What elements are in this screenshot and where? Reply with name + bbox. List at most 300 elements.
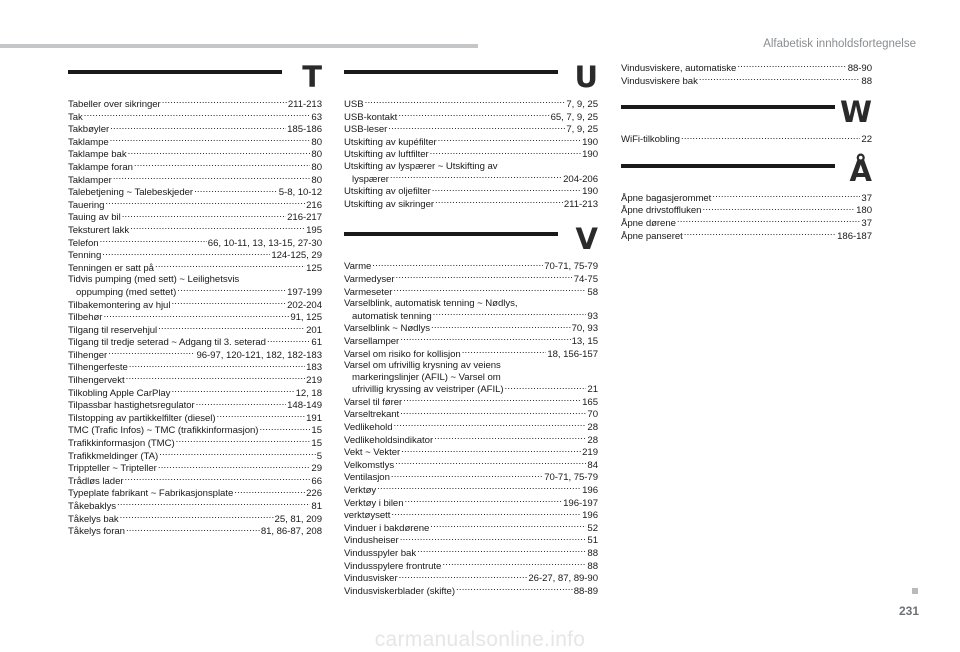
entry-pages: 70-71, 75-79 [544, 261, 598, 273]
dot-leader [170, 299, 286, 308]
entry-pages: 37 [861, 192, 872, 204]
section-letter: T [302, 60, 322, 94]
index-entry [344, 198, 598, 211]
entry-term: Tenning [68, 250, 102, 262]
index-entry [621, 62, 872, 75]
entry-pages: 65, 7, 9, 25 [550, 111, 598, 123]
dot-leader [701, 204, 855, 213]
dot-leader [390, 509, 581, 518]
index-entry [344, 408, 598, 421]
entry-pages: 5 [316, 450, 322, 462]
entry-pages: 80 [311, 174, 322, 186]
index-entry [68, 111, 322, 124]
dot-leader [83, 111, 311, 120]
entry-term: Vindusviskerblader (skifte) [344, 585, 455, 597]
dot-leader [390, 471, 543, 480]
dot-leader [128, 361, 305, 370]
entry-term: Taklampe foran [68, 161, 133, 173]
index-entry [344, 111, 598, 124]
entry-pages: 29 [311, 463, 322, 475]
entry-term: Talebetjening ~ Talebeskjeder [68, 187, 194, 199]
index-entry [344, 360, 598, 396]
index-entry [68, 299, 322, 312]
dot-leader [504, 383, 587, 392]
index-entry [68, 324, 322, 337]
entry-term: Takbøyler [68, 124, 110, 136]
dot-leader [99, 237, 207, 246]
entry-term: Trafikkmeldinger (TA) [68, 450, 159, 462]
entry-term: Trafikkinformasjon (TMC) [68, 438, 175, 450]
dot-leader [395, 273, 573, 282]
entry-term: Åpne bagasjerommet [621, 192, 712, 204]
index-section [344, 62, 598, 210]
section-letter: U [574, 60, 598, 94]
entry-term: Trippteller ~ Tripteller [68, 463, 157, 475]
entry-term: Tilhenger [68, 349, 108, 361]
entry-term: Varmedyser [344, 273, 395, 285]
dot-leader [109, 123, 286, 132]
dot-leader [387, 123, 565, 132]
index-entry [68, 311, 322, 324]
index-entry [68, 148, 322, 161]
index-entry [68, 249, 322, 262]
page-title: Alfabetisk innholdsfortegnelse [763, 38, 916, 50]
index-entries [344, 98, 598, 210]
entry-term: Vedlikehold [344, 422, 393, 434]
dot-leader [112, 174, 311, 183]
entry-pages: 96-97, 120-121, 182, 182-183 [196, 349, 322, 361]
dot-leader [195, 399, 286, 408]
dot-leader [233, 487, 305, 496]
dot-leader [416, 547, 586, 556]
entry-pages: 196 [582, 485, 598, 497]
entry-pages: 88 [587, 560, 598, 572]
dot-leader [216, 412, 306, 421]
dot-leader [133, 161, 311, 170]
entry-pages: 66, 10-11, 13, 13-15, 27-30 [207, 237, 322, 249]
entry-term: Tilgang til reservehjul [68, 324, 158, 336]
entry-pages: 190 [582, 149, 598, 161]
entry-term: Varsel om risiko for kollisjon [344, 348, 461, 360]
entry-pages: 202-204 [287, 299, 322, 311]
index-entry [68, 349, 322, 362]
dot-leader [461, 348, 547, 357]
page-number: 231 [898, 604, 919, 618]
dot-leader [394, 459, 586, 468]
entry-pages: 197-199 [287, 286, 322, 298]
index-section [621, 153, 872, 242]
dot-leader [107, 349, 195, 358]
entry-pages: 191 [306, 412, 322, 424]
dot-leader [193, 186, 278, 195]
index-entry [68, 136, 322, 149]
dot-leader [125, 374, 306, 383]
entry-pages: 81 [311, 501, 322, 512]
entry-term: USB-leser [344, 124, 388, 136]
dot-leader [399, 335, 570, 344]
index-entry [344, 161, 598, 185]
index-entry [621, 230, 872, 243]
section-letter: W [840, 95, 872, 130]
index-entry [344, 396, 598, 409]
entry-term: Taklampe [68, 136, 109, 148]
entry-term: Tilstopping av partikkelfilter (diesel) [68, 412, 216, 424]
entry-pages: 216 [306, 199, 322, 211]
index-column-3 [621, 62, 872, 252]
watermark: carmanualsonline.info [374, 628, 586, 651]
entry-term: Vindusviskere bak [621, 75, 698, 87]
entry-pages: 22 [861, 134, 872, 146]
index-entry [621, 75, 872, 88]
entry-pages: 124-125, 29 [271, 250, 322, 262]
entry-term: Vedlikeholdsindikator [344, 434, 434, 446]
entry-term: Velkomstlys [344, 459, 395, 471]
entry-pages: 216-217 [287, 212, 322, 224]
dot-leader [736, 62, 846, 71]
entry-pages: 88 [861, 75, 872, 87]
section-header [621, 153, 872, 192]
header-bar [0, 44, 478, 48]
dot-leader [455, 585, 573, 594]
entry-term: Tilpassbar hastighetsregulator [68, 400, 195, 412]
index-entry [344, 123, 598, 136]
entry-term: Varselblink, automatisk tenning ~ Nødlys, [344, 298, 518, 310]
index-entry [68, 237, 322, 250]
index-entry [68, 475, 322, 488]
dot-leader [400, 446, 581, 455]
entry-pages: 25, 81, 209 [274, 513, 322, 525]
entry-term: Tilhengervekt [68, 375, 125, 387]
entry-pages: 84 [587, 459, 598, 471]
dot-leader [441, 560, 586, 569]
dot-leader [711, 192, 860, 201]
dot-leader [116, 500, 310, 509]
index-column-1 [68, 62, 322, 548]
entry-term: Varmeseter [344, 286, 393, 298]
entry-term: Tilbehør [68, 312, 103, 324]
entry-term: Vindusviskere, automatiske [621, 63, 737, 74]
index-entry [344, 136, 598, 149]
entry-term: Tidvis pumping (med sett) ~ Leilighetsvis [68, 274, 240, 286]
dot-leader [432, 310, 587, 319]
dot-leader [170, 387, 294, 396]
index-column-2 [344, 62, 598, 607]
index-entry [68, 437, 322, 450]
index-entry [344, 446, 598, 459]
index-entry [344, 98, 598, 111]
entry-term: Tabeller over sikringer [68, 99, 161, 110]
dot-leader [399, 534, 587, 543]
index-entry [68, 161, 322, 174]
index-entry [344, 260, 598, 273]
entry-term: Tåkelys foran [68, 526, 125, 538]
entry-term: Tilgang til tredje seterad ~ Adgang til 3. seterad [68, 337, 266, 349]
entry-term: Varselblink ~ Nødlys [344, 323, 430, 335]
dot-leader [434, 198, 563, 207]
entry-pages: 80 [311, 136, 322, 148]
entry-term: Utskifting av sikringer [344, 198, 435, 210]
entry-pages: 190 [582, 186, 598, 198]
entry-pages: 28 [587, 434, 598, 446]
dot-leader [683, 230, 836, 239]
entry-term: Utskifting av lyspærer ~ Utskifting av [344, 160, 498, 172]
corner-mark [912, 588, 918, 594]
entry-term: Verktøy [344, 485, 377, 497]
index-entry [344, 484, 598, 497]
entry-pages: 37 [861, 217, 872, 229]
section-rule [621, 105, 835, 109]
index-entry [68, 500, 322, 513]
index-entry [68, 450, 322, 463]
index-entry [344, 421, 598, 434]
entry-pages: 183 [306, 362, 322, 374]
dot-leader [431, 185, 581, 194]
entry-pages: 125 [306, 262, 322, 274]
section-rule [621, 164, 835, 168]
index-entry [344, 547, 598, 560]
index-entry [344, 585, 598, 598]
entry-pages: 80 [311, 149, 322, 161]
index-entry [344, 560, 598, 573]
entry-term: Vindusvisker [344, 573, 398, 585]
entry-term: Varsellamper [344, 335, 400, 347]
dot-leader [175, 437, 311, 446]
entry-term-continued: ufrivillig kryssing av veistriper (AFIL) [352, 384, 504, 396]
entry-pages: 219 [306, 375, 322, 387]
index-entry [68, 412, 322, 425]
dot-leader [102, 311, 289, 320]
entry-pages: 66 [311, 475, 322, 487]
dot-leader [676, 217, 861, 226]
index-entry [621, 192, 872, 205]
index-entry [68, 487, 322, 500]
entry-pages: 18, 156-157 [547, 348, 598, 360]
section-rule [344, 70, 558, 74]
dot-leader [121, 211, 286, 220]
index-entry [344, 459, 598, 472]
dot-leader [392, 286, 586, 295]
entry-pages: 52 [587, 522, 598, 534]
dot-leader [698, 75, 861, 84]
entry-term: Telefon [68, 237, 99, 249]
entry-pages: 21 [587, 384, 598, 396]
entry-term: Tak [68, 111, 83, 123]
dot-leader [402, 396, 581, 405]
entry-term: Åpne drivstoffluken [621, 205, 702, 217]
dot-leader [371, 260, 543, 269]
entry-term: Utskifting av luftfilter [344, 149, 429, 161]
entry-pages: 13, 15 [571, 335, 598, 347]
index-entry [68, 186, 322, 199]
section-header [344, 224, 598, 260]
entry-term: Tilkobling Apple CarPlay [68, 387, 171, 399]
index-entry [68, 174, 322, 187]
index-entry [344, 185, 598, 198]
index-entry [68, 374, 322, 387]
dot-leader [680, 133, 860, 142]
entry-term-continued: oppumping (med settet) [76, 286, 177, 298]
entry-term: TMC (Trafic Infos) ~ TMC (trafikkinformasjon) [68, 425, 259, 437]
index-entries [621, 192, 872, 242]
entry-term: Tenningen er satt på [68, 262, 154, 274]
entry-pages: 211-213 [563, 198, 598, 210]
index-entry [68, 211, 322, 224]
entry-pages: 70 [587, 409, 598, 421]
entry-term: Tauering [68, 199, 105, 211]
entry-pages: 63 [311, 111, 322, 123]
dot-leader [176, 286, 286, 295]
entry-pages: 219 [582, 447, 598, 459]
entry-term: Vindusspyler bak [344, 548, 417, 559]
section-header [344, 62, 598, 98]
index-entry [68, 262, 322, 275]
dot-leader [399, 408, 586, 417]
dot-leader [158, 450, 316, 459]
entry-term: WiFi-tilkobling [621, 134, 680, 146]
index-entry [68, 224, 322, 237]
entry-term: verktøysett [344, 510, 391, 522]
entry-pages: 88-90 [847, 63, 872, 74]
index-entry [344, 471, 598, 484]
entry-pages: 70, 93 [571, 323, 598, 335]
entry-pages: 58 [587, 286, 598, 298]
index-entry [621, 133, 872, 146]
entry-term: Utskifting av oljefilter [344, 186, 431, 198]
dot-leader [437, 136, 581, 145]
entry-term: Vinduer i bakdørene [344, 522, 430, 534]
entry-pages: 7, 9, 25 [566, 99, 598, 110]
entry-pages: 196-197 [563, 497, 598, 509]
index-entry [344, 434, 598, 447]
dot-leader [398, 572, 528, 581]
index-entry [344, 298, 598, 322]
dot-leader [154, 262, 305, 271]
entry-term: Tilbakemontering av hjul [68, 299, 171, 311]
entry-term: Tåkebaklys [68, 501, 117, 512]
index-section [621, 97, 872, 146]
entry-term: Varme [344, 261, 372, 273]
entry-term: Varsel til fører [344, 396, 403, 408]
dot-leader [376, 484, 581, 493]
entry-pages: 196 [582, 510, 598, 522]
section-rule [68, 70, 282, 74]
dot-leader [125, 525, 260, 534]
dot-leader [393, 421, 587, 430]
entry-pages: 70-71, 75-79 [544, 472, 598, 484]
entry-term: Utskifting av kupéfilter [344, 136, 437, 148]
dot-leader [157, 324, 305, 333]
entry-continuation [68, 286, 322, 299]
entry-term: Vindusspylere frontrute [344, 560, 442, 572]
entry-continuation [344, 383, 598, 396]
entry-pages: 51 [587, 535, 598, 547]
entry-pages: 15 [311, 438, 322, 450]
index-section [621, 62, 872, 87]
section-letter: V [575, 222, 598, 257]
entry-pages: 80 [311, 161, 322, 173]
entry-continuation [344, 310, 598, 323]
entry-pages: 81, 86-87, 208 [260, 526, 322, 538]
dot-leader [433, 434, 586, 443]
entry-pages: 180 [856, 205, 872, 217]
entry-term: Teksturert lakk [68, 224, 130, 236]
dot-leader [119, 513, 274, 522]
index-entry [344, 522, 598, 535]
entry-pages: 185-186 [287, 124, 322, 136]
dot-leader [124, 475, 311, 484]
entry-pages: 7, 9, 25 [566, 124, 598, 136]
entry-pages: 165 [582, 396, 598, 408]
index-entry [344, 348, 598, 361]
entry-term: Taklampe bak [68, 149, 127, 161]
entry-term: Trådløs lader [68, 475, 124, 487]
index-entry [68, 525, 322, 538]
index-entry [621, 217, 872, 230]
entry-pages: 15 [311, 425, 322, 437]
dot-leader [101, 249, 270, 258]
entry-term-continued: lyspærer [352, 173, 389, 185]
index-entry [68, 274, 322, 298]
section-header [621, 97, 872, 133]
entry-pages: 226 [306, 488, 322, 500]
entry-pages: 12, 18 [295, 387, 322, 399]
entry-term: Tåkelys bak [68, 513, 119, 525]
index-entry [68, 513, 322, 526]
index-entry [344, 509, 598, 522]
dot-leader [266, 336, 310, 345]
dot-leader [129, 224, 305, 233]
entry-pages: 91, 125 [290, 312, 322, 324]
entry-term: Varseltrekant [344, 409, 400, 421]
entry-pages: 195 [306, 224, 322, 236]
entry-term: Verktøy i bilen [344, 497, 404, 509]
dot-leader [430, 322, 571, 331]
index-entry [621, 204, 872, 217]
index-entries [621, 133, 872, 146]
entry-pages: 61 [311, 337, 322, 349]
dot-leader [104, 199, 305, 208]
entry-pages: 26-27, 87, 89-90 [528, 573, 598, 585]
entry-pages: 201 [306, 324, 322, 336]
index-entry [344, 322, 598, 335]
dot-leader [429, 522, 586, 531]
entry-term: Taklamper [68, 174, 112, 186]
index-entry [344, 534, 598, 547]
entry-pages: 88 [587, 548, 598, 559]
section-rule [344, 232, 558, 236]
entry-term: Typeplate fabrikant ~ Fabrikasjonsplate [68, 488, 234, 500]
index-entry [344, 273, 598, 286]
entry-pages: 204-206 [563, 173, 598, 185]
dot-leader [157, 462, 311, 471]
index-section [68, 62, 322, 538]
entry-term: Vindusheiser [344, 535, 399, 547]
entry-term: Tauing av bil [68, 212, 121, 224]
index-entry [68, 336, 322, 349]
entry-pages: 211-213 [287, 99, 322, 110]
index-entry [344, 335, 598, 348]
dot-leader [161, 98, 287, 107]
index-entry [68, 199, 322, 212]
index-entry [68, 123, 322, 136]
section-header [68, 62, 322, 98]
entry-term: Åpne panseret [621, 230, 683, 242]
dot-leader [258, 424, 310, 433]
entry-term: Ventilasjon [344, 472, 390, 484]
dot-leader [397, 111, 549, 120]
entry-term: Åpne dørene [621, 217, 676, 229]
index-entries [68, 98, 322, 538]
